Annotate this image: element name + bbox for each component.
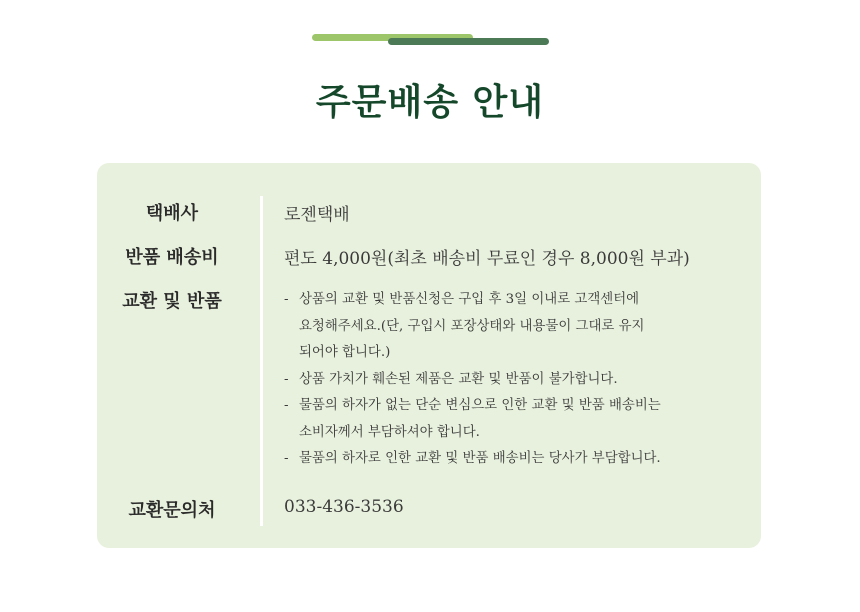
note-line: 되어야 합니다.) — [299, 345, 391, 360]
note-item — [284, 367, 744, 394]
note-line: 물품의 하자가 없는 단순 변심으로 인한 교환 및 반품 배송비는 — [299, 398, 661, 413]
note-item — [284, 393, 744, 446]
return-fee-label: 반품 배송비 — [125, 247, 219, 268]
note-line: 요청해주세요.(단, 구입시 포장상태와 내용물이 그대로 유지 — [299, 318, 645, 334]
delivery-info-panel — [97, 163, 761, 548]
note-item — [284, 446, 744, 473]
note-bullet: - — [284, 292, 289, 307]
return-fee-value: 편도 4,000원(최초 배송비 무료인 경우 8,000원 부과) — [284, 249, 690, 269]
column-divider — [260, 196, 263, 526]
note-bullet: - — [284, 371, 289, 387]
courier-label: 택배사 — [145, 203, 199, 224]
note-line: 상품 가치가 훼손된 제품은 교환 및 반품이 불가합니다. — [299, 371, 618, 387]
note-bullet: - — [284, 451, 289, 466]
courier-value: 로젠택배 — [284, 205, 350, 225]
note-item — [284, 287, 744, 367]
exchange-return-label: 교환 및 반품 — [122, 291, 222, 312]
note-line: 상품의 교환 및 반품신청은 구입 후 3일 이내로 고객센터에 — [299, 292, 640, 307]
title-decoration — [312, 34, 552, 48]
note-line: 소비자께서 부담하셔야 합니다. — [299, 424, 480, 440]
contact-label: 교환문의처 — [128, 500, 216, 521]
exchange-return-notes — [284, 287, 744, 473]
note-line: 물품의 하자로 인한 교환 및 반품 배송비는 당사가 부담합니다. — [299, 451, 661, 466]
note-bullet: - — [284, 398, 289, 413]
decoration-bar-dark — [388, 38, 549, 45]
page-title: 주문배송 안내 — [315, 81, 545, 123]
contact-phone[interactable]: 033-436-3536 — [284, 497, 404, 517]
